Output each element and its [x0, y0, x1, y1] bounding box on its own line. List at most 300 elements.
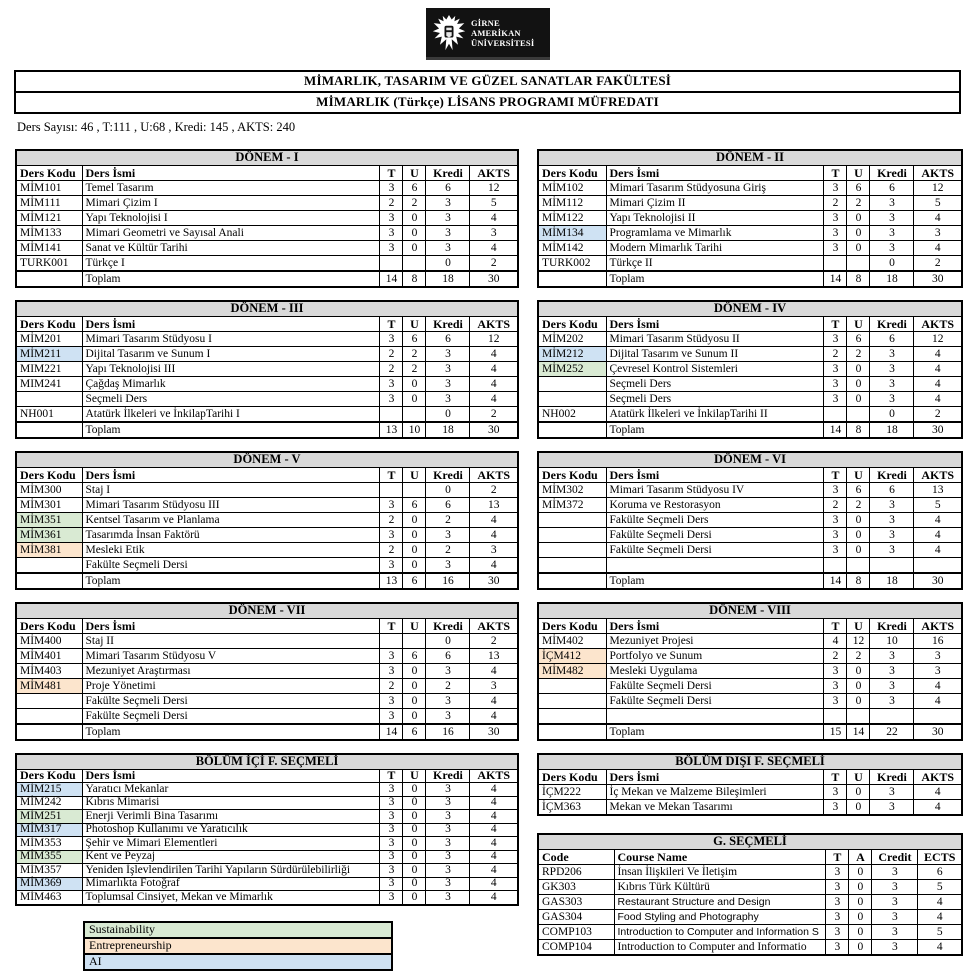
course-number-cell: 4: [470, 810, 518, 824]
course-number-cell: 2: [403, 347, 426, 362]
course-name-cell: Seçmeli Ders: [606, 377, 824, 392]
course-number-cell: 0: [403, 543, 426, 558]
course-number-cell: [380, 634, 403, 649]
course-code-cell: MİM400: [16, 634, 82, 649]
course-number-cell: 2: [914, 407, 962, 423]
course-number-cell: 3: [426, 850, 470, 864]
course-name-cell: Programlama ve Mimarlık: [606, 226, 824, 241]
course-code-cell: [538, 422, 606, 438]
course-code-cell: MİM111: [16, 196, 82, 211]
course-name-cell: Mimari Tasarım Stüdyosu II: [606, 332, 824, 347]
course-number-cell: 16: [426, 724, 470, 740]
course-number-cell: 3: [426, 377, 470, 392]
course-row: [538, 925, 962, 940]
course-row: [16, 850, 518, 864]
course-number-cell: 0: [847, 211, 870, 226]
course-number-cell: 3: [380, 877, 403, 891]
column-header: Ders İsmi: [82, 468, 380, 483]
course-name-cell: [606, 558, 824, 574]
course-number-cell: 3: [824, 513, 847, 528]
column-header: Ders Kodu: [16, 769, 82, 783]
course-row: [16, 226, 518, 241]
course-code-cell: GAS303: [538, 895, 614, 910]
course-number-cell: 3: [870, 241, 914, 256]
course-number-cell: 6: [870, 332, 914, 347]
course-code-cell: İÇM363: [538, 800, 606, 816]
column-header: Kredi: [870, 619, 914, 634]
course-number-cell: 0: [847, 226, 870, 241]
course-number-cell: 0: [870, 256, 914, 272]
course-number-cell: 30: [470, 271, 518, 287]
course-code-cell: [538, 377, 606, 392]
course-number-cell: 4: [918, 940, 962, 956]
course-number-cell: 3: [426, 558, 470, 574]
course-row: [16, 211, 518, 226]
course-code-cell: MİM300: [16, 483, 82, 498]
column-header: T: [380, 619, 403, 634]
course-number-cell: 2: [380, 679, 403, 694]
course-number-cell: 4: [914, 362, 962, 377]
course-name-cell: Seçmeli Ders: [82, 392, 380, 407]
course-number-cell: 3: [426, 837, 470, 851]
course-code-cell: [16, 573, 82, 589]
course-number-cell: 3: [824, 664, 847, 679]
course-number-cell: 14: [380, 724, 403, 740]
course-number-cell: 3: [426, 709, 470, 725]
course-number-cell: 3: [470, 226, 518, 241]
donem-5-table: [15, 451, 519, 590]
course-number-cell: 3: [824, 332, 847, 347]
course-number-cell: 12: [914, 332, 962, 347]
course-number-cell: 3: [870, 679, 914, 694]
course-row: [538, 347, 962, 362]
header-row: [16, 769, 518, 783]
course-number-cell: 4: [470, 528, 518, 543]
column-header: Kredi: [870, 770, 914, 785]
section-title: DÖNEM - I: [16, 150, 518, 166]
course-row: [16, 709, 518, 725]
course-number-cell: 14: [824, 271, 847, 287]
course-number-cell: 6: [918, 865, 962, 880]
course-number-cell: 3: [380, 823, 403, 837]
course-code-cell: [16, 724, 82, 740]
course-name-cell: Yapı Teknolojisi III: [82, 362, 380, 377]
section-title: DÖNEM - V: [16, 452, 518, 468]
donem-1-table: [15, 149, 519, 288]
course-row: [538, 181, 962, 196]
course-number-cell: 0: [403, 513, 426, 528]
column-header: T: [824, 770, 847, 785]
course-number-cell: 22: [870, 724, 914, 740]
course-name-cell: Mimari Tasarım Stüdyosu III: [82, 498, 380, 513]
course-number-cell: 5: [914, 498, 962, 513]
course-name-cell: Koruma ve Restorasyon: [606, 498, 824, 513]
right-column: [537, 149, 963, 971]
course-row: [538, 332, 962, 347]
course-code-cell: [16, 271, 82, 287]
course-number-cell: 4: [470, 877, 518, 891]
course-row: [538, 362, 962, 377]
course-number-cell: 3: [914, 226, 962, 241]
column-header: AKTS: [470, 619, 518, 634]
course-code-cell: [538, 271, 606, 287]
course-number-cell: 3: [426, 877, 470, 891]
course-row: [538, 528, 962, 543]
course-code-cell: MİM133: [16, 226, 82, 241]
course-number-cell: 2: [824, 498, 847, 513]
total-row: [538, 422, 962, 438]
column-header: Ders İsmi: [606, 317, 824, 332]
course-number-cell: 5: [470, 196, 518, 211]
course-number-cell: 0: [403, 810, 426, 824]
course-number-cell: 6: [847, 332, 870, 347]
column-header: T: [380, 468, 403, 483]
course-number-cell: 5: [918, 880, 962, 895]
course-number-cell: 0: [847, 362, 870, 377]
course-number-cell: 18: [426, 271, 470, 287]
title-banner: [14, 70, 961, 114]
course-number-cell: 0: [847, 694, 870, 709]
course-number-cell: [914, 709, 962, 725]
course-number-cell: 2: [470, 634, 518, 649]
course-number-cell: 2: [824, 649, 847, 664]
course-number-cell: [847, 558, 870, 574]
course-number-cell: 3: [426, 664, 470, 679]
course-number-cell: 3: [380, 332, 403, 347]
course-number-cell: 14: [380, 271, 403, 287]
column-header: U: [847, 166, 870, 181]
course-code-cell: MİM251: [16, 810, 82, 824]
course-number-cell: 0: [426, 407, 470, 423]
course-name-cell: Temel Tasarım: [82, 181, 380, 196]
course-number-cell: 3: [870, 211, 914, 226]
course-number-cell: 13: [914, 483, 962, 498]
course-code-cell: MİM252: [538, 362, 606, 377]
course-number-cell: 3: [824, 241, 847, 256]
course-number-cell: 0: [403, 796, 426, 810]
course-number-cell: 2: [426, 543, 470, 558]
course-name-cell: Mimari Tasarım Stüdyosuna Giriş: [606, 181, 824, 196]
eagle-crest-icon: [431, 12, 467, 54]
course-number-cell: 2: [847, 347, 870, 362]
total-row: [538, 573, 962, 589]
course-name-cell: Dijital Tasarım ve Sunum II: [606, 347, 824, 362]
course-number-cell: 3: [426, 891, 470, 905]
bolum-disi-secmeli-table: [537, 753, 963, 816]
course-number-cell: 12: [470, 181, 518, 196]
course-number-cell: 6: [426, 649, 470, 664]
course-row: [538, 785, 962, 800]
header-row: [538, 770, 962, 785]
course-code-cell: MİM355: [16, 850, 82, 864]
course-number-cell: 6: [870, 483, 914, 498]
course-number-cell: 3: [870, 362, 914, 377]
course-row: [538, 392, 962, 407]
course-row: [538, 709, 962, 725]
column-header: Credit: [872, 850, 918, 865]
course-name-cell: Çağdaş Mimarlık: [82, 377, 380, 392]
course-code-cell: MİM402: [538, 634, 606, 649]
column-header: U: [847, 770, 870, 785]
course-code-cell: MİM102: [538, 181, 606, 196]
course-code-cell: COMP103: [538, 925, 614, 940]
course-number-cell: 0: [847, 543, 870, 558]
course-row: [538, 256, 962, 272]
course-row: [16, 347, 518, 362]
course-number-cell: 3: [380, 709, 403, 725]
course-number-cell: 0: [426, 256, 470, 272]
course-number-cell: 0: [403, 664, 426, 679]
course-name-cell: Restaurant Structure and Design: [614, 895, 826, 910]
course-number-cell: 3: [824, 785, 847, 800]
course-number-cell: 3: [380, 377, 403, 392]
course-number-cell: 3: [824, 211, 847, 226]
course-number-cell: 2: [380, 513, 403, 528]
column-header: Ders Kodu: [538, 468, 606, 483]
course-number-cell: 0: [426, 634, 470, 649]
course-number-cell: 3: [426, 528, 470, 543]
column-header: Ders İsmi: [606, 770, 824, 785]
course-code-cell: MİM361: [16, 528, 82, 543]
course-name-cell: Portfolyo ve Sunum: [606, 649, 824, 664]
course-number-cell: 18: [870, 271, 914, 287]
course-code-cell: [538, 694, 606, 709]
course-number-cell: 3: [380, 796, 403, 810]
course-name-cell: Mezuniyet Araştırması: [82, 664, 380, 679]
course-row: [16, 664, 518, 679]
header-row: [16, 317, 518, 332]
column-header: Ders Kodu: [16, 468, 82, 483]
course-name-cell: Şehir ve Mimari Elementleri: [82, 837, 380, 851]
course-code-cell: [16, 392, 82, 407]
course-name-cell: Toplam: [82, 422, 380, 438]
course-row: [538, 910, 962, 925]
course-name-cell: Kent ve Peyzaj: [82, 850, 380, 864]
course-number-cell: 0: [403, 783, 426, 797]
course-number-cell: 4: [914, 694, 962, 709]
column-header: Ders Kodu: [16, 166, 82, 181]
donem-7-table: [15, 602, 519, 741]
course-name-cell: Mimari Çizim I: [82, 196, 380, 211]
course-number-cell: 3: [380, 837, 403, 851]
course-number-cell: 14: [824, 422, 847, 438]
column-header: U: [403, 166, 426, 181]
course-number-cell: 2: [403, 196, 426, 211]
course-row: [16, 407, 518, 423]
course-name-cell: Enerji Verimli Bina Tasarımı: [82, 810, 380, 824]
column-header: Kredi: [426, 317, 470, 332]
course-number-cell: 3: [426, 196, 470, 211]
course-code-cell: MİM101: [16, 181, 82, 196]
course-number-cell: 3: [426, 810, 470, 824]
course-number-cell: 3: [870, 226, 914, 241]
course-number-cell: 30: [470, 573, 518, 589]
column-header: Kredi: [426, 166, 470, 181]
logo-line-2: AMERİKAN: [471, 27, 521, 38]
course-code-cell: MİM401: [16, 649, 82, 664]
course-number-cell: [403, 256, 426, 272]
legend-item-ai: AI: [84, 954, 392, 970]
course-code-cell: [538, 543, 606, 558]
course-number-cell: 13: [380, 573, 403, 589]
course-code-cell: [16, 709, 82, 725]
course-number-cell: 3: [426, 783, 470, 797]
course-number-cell: 3: [870, 785, 914, 800]
section-title: DÖNEM - IV: [538, 301, 962, 317]
section-title: DÖNEM - II: [538, 150, 962, 166]
course-number-cell: 2: [426, 679, 470, 694]
course-number-cell: 12: [847, 634, 870, 649]
course-number-cell: 4: [470, 837, 518, 851]
course-row: [16, 891, 518, 905]
course-row: [538, 211, 962, 226]
course-name-cell: Dijital Tasarım ve Sunum I: [82, 347, 380, 362]
course-number-cell: 3: [380, 810, 403, 824]
course-number-cell: [914, 558, 962, 574]
column-header: Ders Kodu: [538, 166, 606, 181]
course-number-cell: 5: [914, 196, 962, 211]
course-number-cell: 6: [403, 724, 426, 740]
course-name-cell: Türkçe II: [606, 256, 824, 272]
course-number-cell: 3: [824, 543, 847, 558]
course-number-cell: 3: [380, 891, 403, 905]
course-code-cell: MİM463: [16, 891, 82, 905]
course-code-cell: MİM481: [16, 679, 82, 694]
course-number-cell: 3: [826, 925, 849, 940]
total-row: [16, 573, 518, 589]
course-name-cell: Fakülte Seçmeli Dersi: [606, 528, 824, 543]
column-header: Kredi: [426, 619, 470, 634]
course-code-cell: GK303: [538, 880, 614, 895]
course-number-cell: [824, 709, 847, 725]
donem-3-table: [15, 300, 519, 439]
course-number-cell: 2: [380, 362, 403, 377]
course-number-cell: 3: [824, 694, 847, 709]
course-number-cell: 3: [870, 347, 914, 362]
course-number-cell: 3: [824, 362, 847, 377]
course-number-cell: 3: [824, 800, 847, 816]
course-row: [538, 196, 962, 211]
course-number-cell: [380, 483, 403, 498]
course-number-cell: 30: [914, 422, 962, 438]
course-code-cell: RPD206: [538, 865, 614, 880]
course-number-cell: 0: [847, 785, 870, 800]
course-code-cell: TURK001: [16, 256, 82, 272]
course-code-cell: MİM351: [16, 513, 82, 528]
course-row: [16, 649, 518, 664]
column-header: AKTS: [470, 468, 518, 483]
course-number-cell: [870, 558, 914, 574]
course-number-cell: 3: [826, 880, 849, 895]
course-code-cell: COMP104: [538, 940, 614, 956]
section-title: BÖLÜM İÇİ F. SEÇMELİ: [16, 754, 518, 769]
course-row: [538, 483, 962, 498]
course-number-cell: 13: [470, 649, 518, 664]
course-number-cell: 3: [824, 679, 847, 694]
column-header: Ders Kodu: [538, 619, 606, 634]
logo-line-3: ÜNİVERSİTESİ: [471, 37, 535, 48]
course-number-cell: 2: [847, 196, 870, 211]
column-header: U: [403, 468, 426, 483]
column-header: U: [847, 619, 870, 634]
course-row: [16, 392, 518, 407]
course-row: [16, 483, 518, 498]
course-number-cell: 8: [847, 422, 870, 438]
course-code-cell: [538, 679, 606, 694]
course-number-cell: 0: [403, 377, 426, 392]
course-number-cell: 3: [826, 940, 849, 956]
course-number-cell: 4: [824, 634, 847, 649]
course-name-cell: Mimarlıkta Fotoğraf: [82, 877, 380, 891]
donem-8-table: [537, 602, 963, 741]
course-name-cell: Atatürk İlkeleri ve İnkilapTarihi I: [82, 407, 380, 423]
course-row: [16, 528, 518, 543]
course-number-cell: 30: [914, 724, 962, 740]
course-number-cell: 3: [872, 865, 918, 880]
course-code-cell: MİM372: [538, 498, 606, 513]
course-number-cell: 3: [870, 694, 914, 709]
course-number-cell: 18: [870, 573, 914, 589]
course-row: [538, 679, 962, 694]
course-number-cell: 3: [824, 392, 847, 407]
column-header: U: [847, 317, 870, 332]
column-header: T: [824, 166, 847, 181]
column-header: Kredi: [426, 468, 470, 483]
course-number-cell: 3: [426, 392, 470, 407]
faculty-title: MİMARLIK, TASARIM VE GÜZEL SANATLAR FAKÜLTESİ: [16, 72, 959, 93]
course-number-cell: 2: [380, 347, 403, 362]
course-number-cell: 0: [403, 241, 426, 256]
course-name-cell: Fakülte Seçmeli Dersi: [606, 679, 824, 694]
course-name-cell: Toplam: [606, 422, 824, 438]
course-name-cell: Toplam: [82, 724, 380, 740]
course-code-cell: İÇM222: [538, 785, 606, 800]
column-header: Ders İsmi: [82, 317, 380, 332]
course-name-cell: Fakülte Seçmeli Dersi: [82, 694, 380, 709]
course-number-cell: 8: [403, 271, 426, 287]
course-code-cell: MİM134: [538, 226, 606, 241]
course-number-cell: 0: [403, 211, 426, 226]
course-name-cell: Toplam: [82, 271, 380, 287]
column-header: Ders İsmi: [82, 166, 380, 181]
course-name-cell: Yapı Teknolojisi II: [606, 211, 824, 226]
course-row: [16, 181, 518, 196]
course-row: [16, 823, 518, 837]
legend-item-entrepreneurship: Entrepreneurship: [84, 938, 392, 954]
course-number-cell: [380, 256, 403, 272]
course-number-cell: 15: [824, 724, 847, 740]
course-number-cell: 4: [470, 850, 518, 864]
course-number-cell: 2: [380, 196, 403, 211]
course-number-cell: 2: [470, 407, 518, 423]
course-row: [16, 679, 518, 694]
course-code-cell: MİM317: [16, 823, 82, 837]
course-number-cell: 3: [870, 649, 914, 664]
course-code-cell: MİM142: [538, 241, 606, 256]
total-row: [16, 422, 518, 438]
column-header: Ders Kodu: [538, 770, 606, 785]
course-row: [538, 543, 962, 558]
column-header: Ders İsmi: [82, 769, 380, 783]
course-name-cell: [606, 709, 824, 725]
course-row: [16, 241, 518, 256]
course-number-cell: 0: [403, 226, 426, 241]
course-number-cell: 0: [849, 880, 872, 895]
course-name-cell: İnsan İlişkileri Ve İletişim: [614, 865, 826, 880]
course-number-cell: 16: [914, 634, 962, 649]
course-row: [538, 895, 962, 910]
course-number-cell: 3: [870, 498, 914, 513]
